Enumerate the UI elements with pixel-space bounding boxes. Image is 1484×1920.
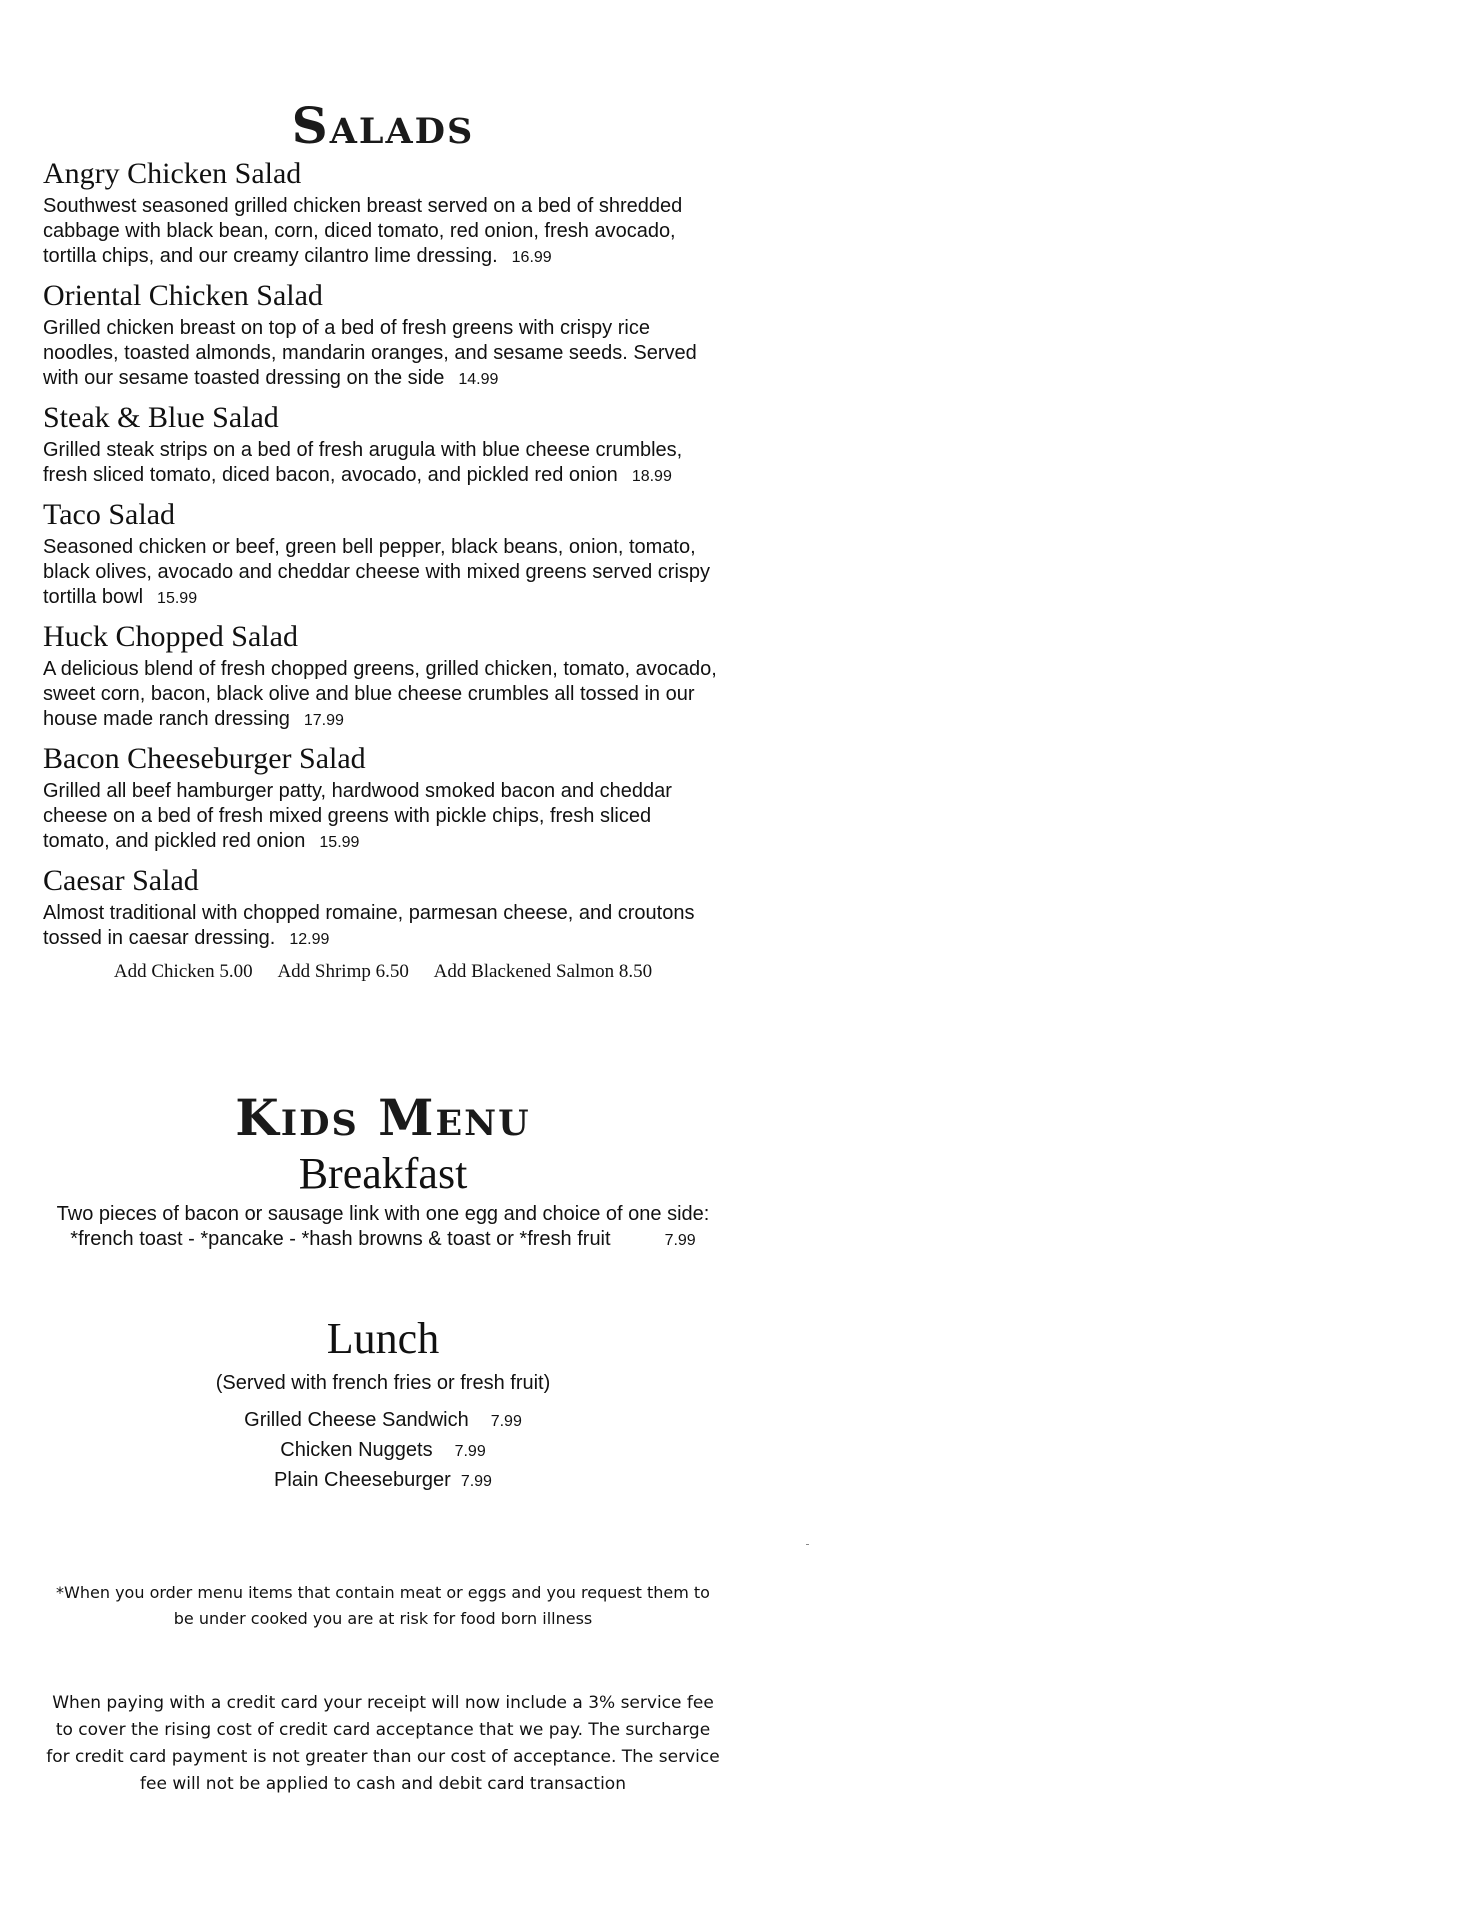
salad-name: Steak & Blue Salad <box>43 401 279 434</box>
salad-price: 14.99 <box>458 371 499 388</box>
menu-column <box>43 96 723 1798</box>
lunch-title: Lunch <box>326 1314 440 1363</box>
lunch-item-name: Plain Cheeseburger <box>274 1469 451 1491</box>
credit-card-notice: When paying with a credit card your receipt will now include a 3% service fee to cover the rising cost of credit card acceptance that we pay. The surcharge for credit card payment is not greater than our cost of acceptance. The service fee will not be applied to cash and debit card transaction <box>46 1693 720 1794</box>
salad-item <box>43 619 723 733</box>
breakfast-title: Breakfast <box>298 1149 468 1198</box>
salad-price: 15.99 <box>319 834 360 851</box>
breakfast-line-1: Two pieces of bacon or sausage link with one egg and choice of one side: <box>56 1203 710 1225</box>
salad-description: A delicious blend of fresh chopped greens, grilled chicken, tomato, avocado, sweet corn, bacon, black olive and blue cheese crumbles all tossed in our house made ranch dressing 17.99 <box>43 658 717 730</box>
salad-addons <box>43 960 723 984</box>
salad-price: 17.99 <box>303 712 344 729</box>
stray-mark <box>806 1544 809 1545</box>
lunch-item-price: 7.99 <box>460 1473 492 1490</box>
lunch-item-price: 7.99 <box>490 1413 522 1430</box>
breakfast-line-2: *french toast - *pancake - *hash browns & toast or *fresh fruit 7.99 <box>70 1228 696 1250</box>
undercooked-warning: *When you order menu items that contain meat or eggs and you request them to be under cooked you are at risk for food born illness <box>56 1583 710 1628</box>
salad-description: Almost traditional with chopped romaine, parmesan cheese, and croutons tossed in caesar dressing. 12.99 <box>43 902 695 949</box>
salad-price: 18.99 <box>631 468 672 485</box>
salads-title: Salads <box>291 96 475 155</box>
lunch-note: (Served with french fries or fresh fruit) <box>215 1372 551 1394</box>
salad-name: Bacon Cheeseburger Salad <box>43 742 366 775</box>
lunch-item-name: Chicken Nuggets <box>280 1439 433 1461</box>
lunch-item <box>43 1436 723 1466</box>
salad-name: Oriental Chicken Salad <box>43 279 323 312</box>
breakfast-price: 7.99 <box>664 1232 696 1249</box>
addon-shrimp: Add Shrimp 6.50 <box>277 961 409 982</box>
addon-chicken: Add Chicken 5.00 <box>113 961 253 982</box>
salad-item <box>43 278 723 392</box>
salad-item <box>43 863 723 952</box>
addon-salmon: Add Blackened Salmon 8.50 <box>433 961 653 982</box>
lunch-item-name: Grilled Cheese Sandwich <box>244 1409 469 1431</box>
lunch-item-price: 7.99 <box>454 1443 486 1460</box>
salad-price: 16.99 <box>511 249 552 266</box>
salad-name: Taco Salad <box>43 498 176 531</box>
kids-menu-title: Kids Menu <box>235 1088 531 1147</box>
salad-name: Huck Chopped Salad <box>43 620 298 653</box>
lunch-item <box>43 1406 723 1436</box>
lunch-item <box>43 1466 723 1496</box>
salad-price: 15.99 <box>157 590 198 607</box>
salad-item <box>43 741 723 855</box>
salad-description: Grilled all beef hamburger patty, hardwood smoked bacon and cheddar cheese on a bed of fresh mixed greens with pickle chips, fresh sliced tomato, and pickled red onion 15.99 <box>43 780 672 852</box>
salad-name: Caesar Salad <box>43 864 199 897</box>
salad-description: Grilled steak strips on a bed of fresh arugula with blue cheese crumbles, fresh sliced tomato, diced bacon, avocado, and pickled red onion 18.99 <box>43 439 683 486</box>
salad-item <box>43 156 723 270</box>
salad-description: Grilled chicken breast on top of a bed of fresh greens with crispy rice noodles, toasted almonds, mandarin oranges, and sesame seeds. Served with our sesame toasted dressing on the side 14.99 <box>43 317 697 389</box>
salad-description: Seasoned chicken or beef, green bell pepper, black beans, onion, tomato, black olives, avocado and cheddar cheese with mixed greens served crispy tortilla bowl 15.99 <box>43 536 711 608</box>
salad-price: 12.99 <box>289 931 330 948</box>
salad-description: Southwest seasoned grilled chicken breast served on a bed of shredded cabbage with black bean, corn, diced tomato, red onion, fresh avocado, tortilla chips, and our creamy cilantro lime dressing. 16.99 <box>43 195 683 267</box>
salad-item <box>43 400 723 489</box>
salad-item <box>43 497 723 611</box>
salad-name: Angry Chicken Salad <box>43 157 302 190</box>
